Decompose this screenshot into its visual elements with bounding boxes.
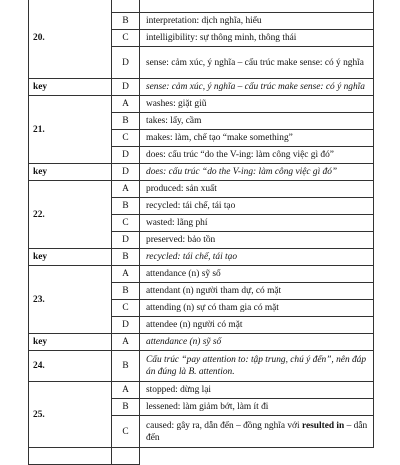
option-letter: C [112,416,140,448]
question-number: 20. [29,0,112,79]
table-row [29,351,374,382]
option-text: takes: lấy, cầm [140,113,374,130]
option-letter: B [112,399,140,416]
option-letter: A [112,96,140,113]
option-text: stopped: dừng lại [140,382,374,399]
answer-letter: B [112,351,140,382]
table-row [29,0,374,13]
option-text: attending (n) sự có tham gia có mặt [140,300,374,317]
option-text: sense: cảm xúc, ý nghĩa – cấu trúc make sense: có ý nghĩa [140,47,374,79]
option-letter: B [112,113,140,130]
question-number: 24. [29,351,112,382]
option-text: interpretation: dịch nghĩa, hiểu [140,13,374,30]
option-letter: B [112,198,140,215]
key-letter: B [112,249,140,266]
key-row [29,249,374,266]
option-text: preserved: bảo tồn [140,232,374,249]
option-letter: A [112,266,140,283]
option-text: attendee (n) người có mặt [140,317,374,334]
option-letter: B [112,13,140,30]
key-label: key [29,79,112,96]
option-letter: D [112,147,140,164]
option-letter: D [112,317,140,334]
answer-key-table [28,0,374,465]
question-number: 23. [29,266,112,334]
option-text: attendance (n) sỹ số [140,266,374,283]
option-text: does: cấu trúc “do the V-ing: làm công việc gì đó” [140,147,374,164]
key-letter: A [112,334,140,351]
key-explanation: attendance (n) sỹ số [140,334,374,351]
option-text-part: caused: gây ra, dẫn đến – đồng nghĩa với [146,420,302,431]
option-text: intelligibility: sự thông minh, thông thái [140,30,374,47]
option-text-bold: resulted in [301,420,345,431]
option-text: lessened: làm giảm bớt, làm ít đi [140,399,374,416]
option-letter: B [112,283,140,300]
option-text: wasted: lãng phí [140,215,374,232]
key-letter: D [112,79,140,96]
answer-explanation: Cấu trúc “pay attention to: tập trung, chú ý đến”, nên đáp án đúng là B. attention. [140,351,374,382]
table-row [29,382,374,399]
question-number: 25. [29,382,112,448]
option-letter: C [112,215,140,232]
table-row [29,96,374,113]
table-row [29,448,374,465]
key-label: key [29,334,112,351]
option-letter: D [112,47,140,79]
question-number: 22. [29,181,112,249]
key-explanation: recycled: tái chế, tái tạo [140,249,374,266]
option-letter: A [112,181,140,198]
key-explanation: sense: cảm xúc, ý nghĩa – cấu trúc make sense: có ý nghĩa [140,79,374,96]
key-label: key [29,164,112,181]
option-letter: C [112,130,140,147]
option-letter: D [112,232,140,249]
table-row [29,266,374,283]
option-text [112,448,140,465]
option-letter [29,448,112,465]
option-text: makes: làm, chế tạo “make something” [140,130,374,147]
key-explanation: does: cấu trúc “do the V-ing: làm công việc gì đó” [140,164,374,181]
question-number: 21. [29,96,112,164]
option-letter: C [112,300,140,317]
option-text: washes: giặt giũ [140,96,374,113]
table-row [29,181,374,198]
option-letter: A [112,382,140,399]
key-label: key [29,249,112,266]
key-row [29,79,374,96]
option-text-part: – dẫn đến [146,420,368,443]
option-text: produced: sản xuất [140,181,374,198]
option-text: attendant (n) người tham dự, có mặt [140,283,374,300]
option-text: recycled: tái chế, tái tạo [140,198,374,215]
option-letter [112,0,140,13]
option-letter: C [112,30,140,47]
key-row [29,334,374,351]
key-row [29,164,374,181]
option-text [140,416,374,448]
key-letter: D [112,164,140,181]
option-text [140,0,374,13]
